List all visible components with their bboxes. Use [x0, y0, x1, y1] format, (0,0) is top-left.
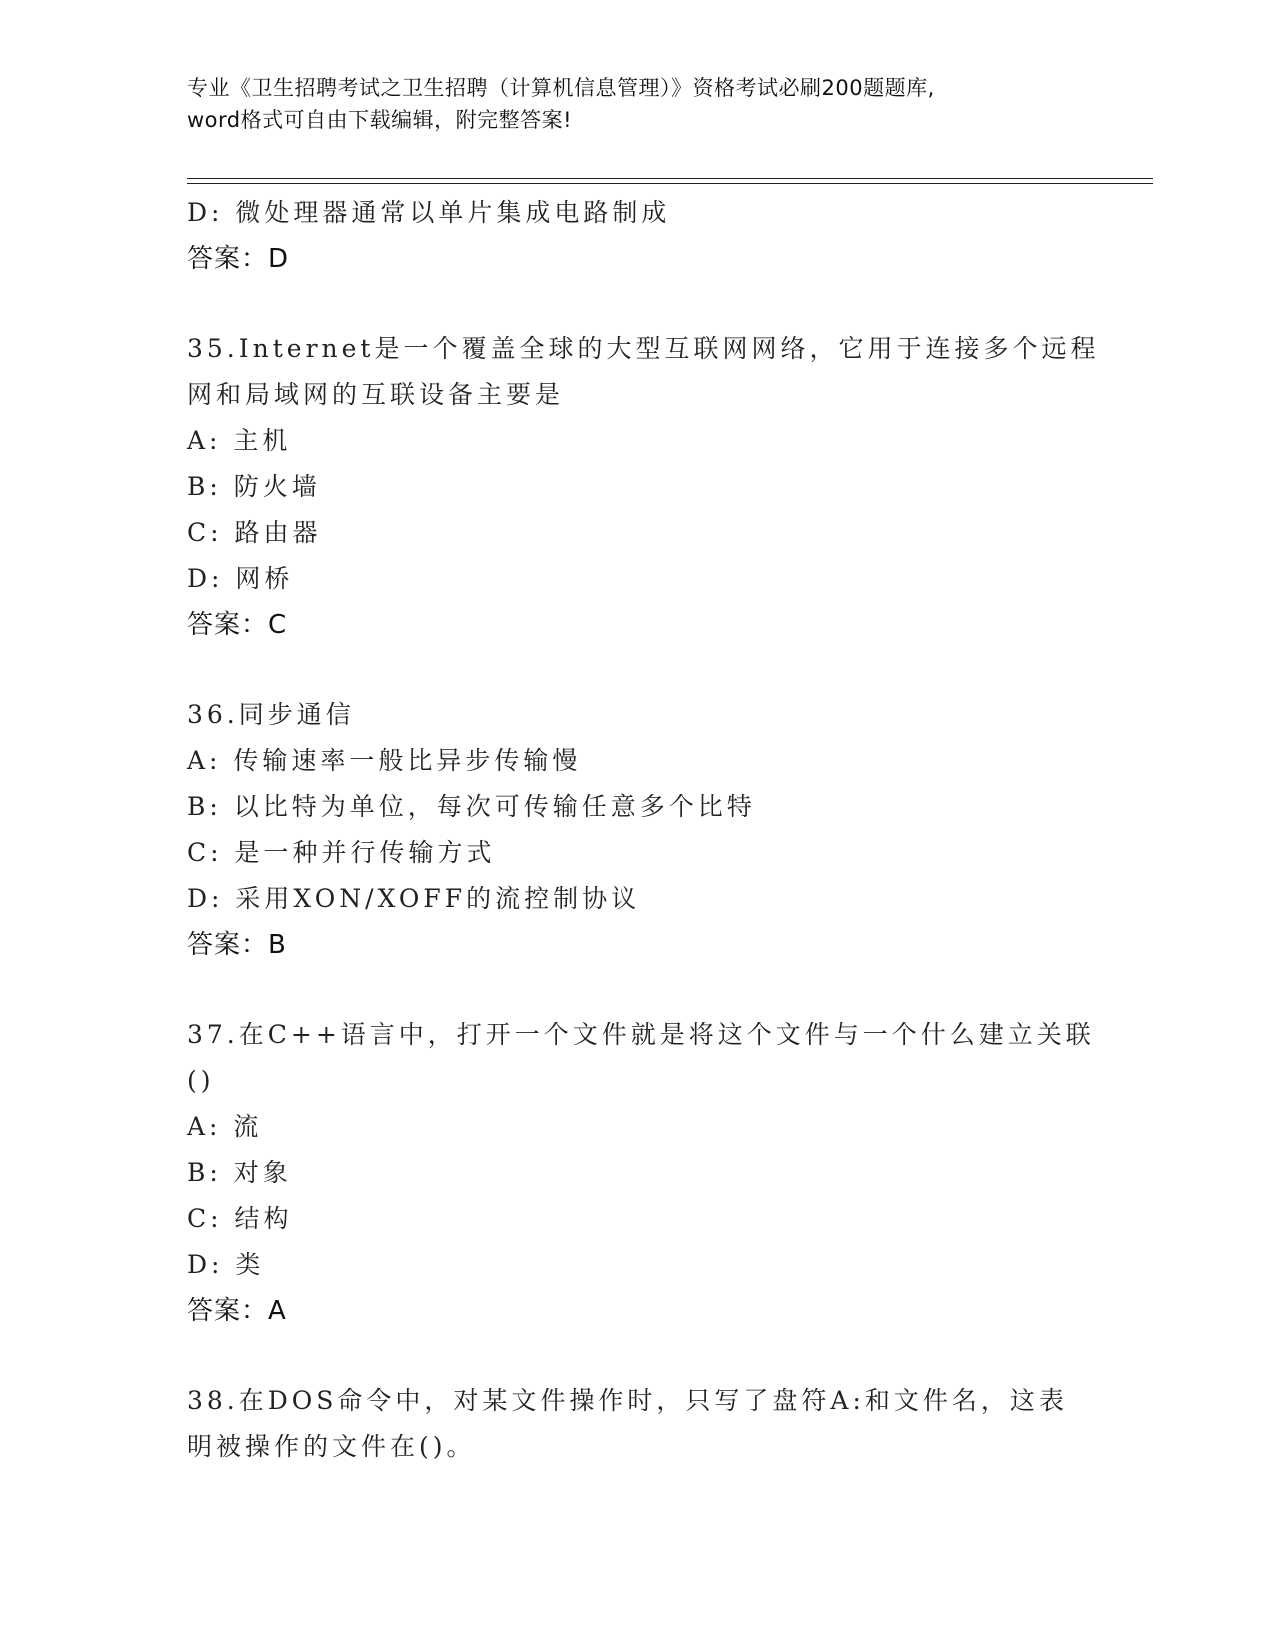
question-38 — [187, 1378, 1087, 1470]
option-d: D: 微处理器通常以单片集成电路制成 — [187, 198, 671, 227]
question-stem-continued: 明被操作的文件在()。 — [187, 1432, 476, 1461]
option-a: A: 主机 — [187, 426, 292, 455]
question-stem-continued: () — [187, 1066, 215, 1095]
question-35 — [187, 326, 1100, 648]
question-stem: 37.在C++语言中，打开一个文件就是将这个文件与一个什么建立关联 — [187, 1020, 1095, 1049]
option-b: B: 对象 — [187, 1158, 292, 1187]
answer: 答案：A — [187, 1296, 287, 1326]
question-stem: 36.同步通信 — [187, 700, 355, 729]
option-a: A: 流 — [187, 1112, 263, 1141]
question-37 — [187, 1012, 1095, 1334]
question-stem-continued: 网和局域网的互联设备主要是 — [187, 380, 565, 409]
answer: 答案：B — [187, 930, 287, 960]
header-line-2: word格式可自由下载编辑，附完整答案! — [187, 108, 573, 132]
question-list — [187, 190, 1100, 1470]
option-d: D: 类 — [187, 1250, 265, 1279]
option-c: C: 结构 — [187, 1204, 293, 1233]
answer: 答案：C — [187, 610, 288, 640]
spacer — [187, 1334, 1087, 1378]
question-36 — [187, 692, 1087, 968]
answer: 答案：D — [187, 244, 290, 274]
question-stem: 35.Internet是一个覆盖全球的大型互联网网络，它用于连接多个远程 — [187, 334, 1100, 363]
option-b: B: 以比特为单位，每次可传输任意多个比特 — [187, 792, 756, 821]
option-d: D: 网桥 — [187, 564, 294, 593]
spacer — [187, 968, 1087, 1012]
option-c: C: 路由器 — [187, 518, 322, 547]
header-divider-top — [187, 178, 1153, 179]
option-b: B: 防火墙 — [187, 472, 321, 501]
header-divider-bottom — [187, 183, 1153, 184]
header-line-1: 专业《卫生招聘考试之卫生招聘（计算机信息管理）》资格考试必刷200题题库, — [187, 76, 935, 100]
option-d: D: 采用XON/XOFF的流控制协议 — [187, 884, 641, 913]
question-34-tail — [187, 190, 1087, 282]
spacer — [187, 282, 1087, 326]
question-stem: 38.在DOS命令中，对某文件操作时，只写了盘符A:和文件名，这表 — [187, 1386, 1068, 1415]
option-c: C: 是一种并行传输方式 — [187, 838, 496, 867]
spacer — [187, 648, 1087, 692]
option-a: A: 传输速率一般比异步传输慢 — [187, 746, 582, 775]
document-header — [187, 72, 1087, 136]
